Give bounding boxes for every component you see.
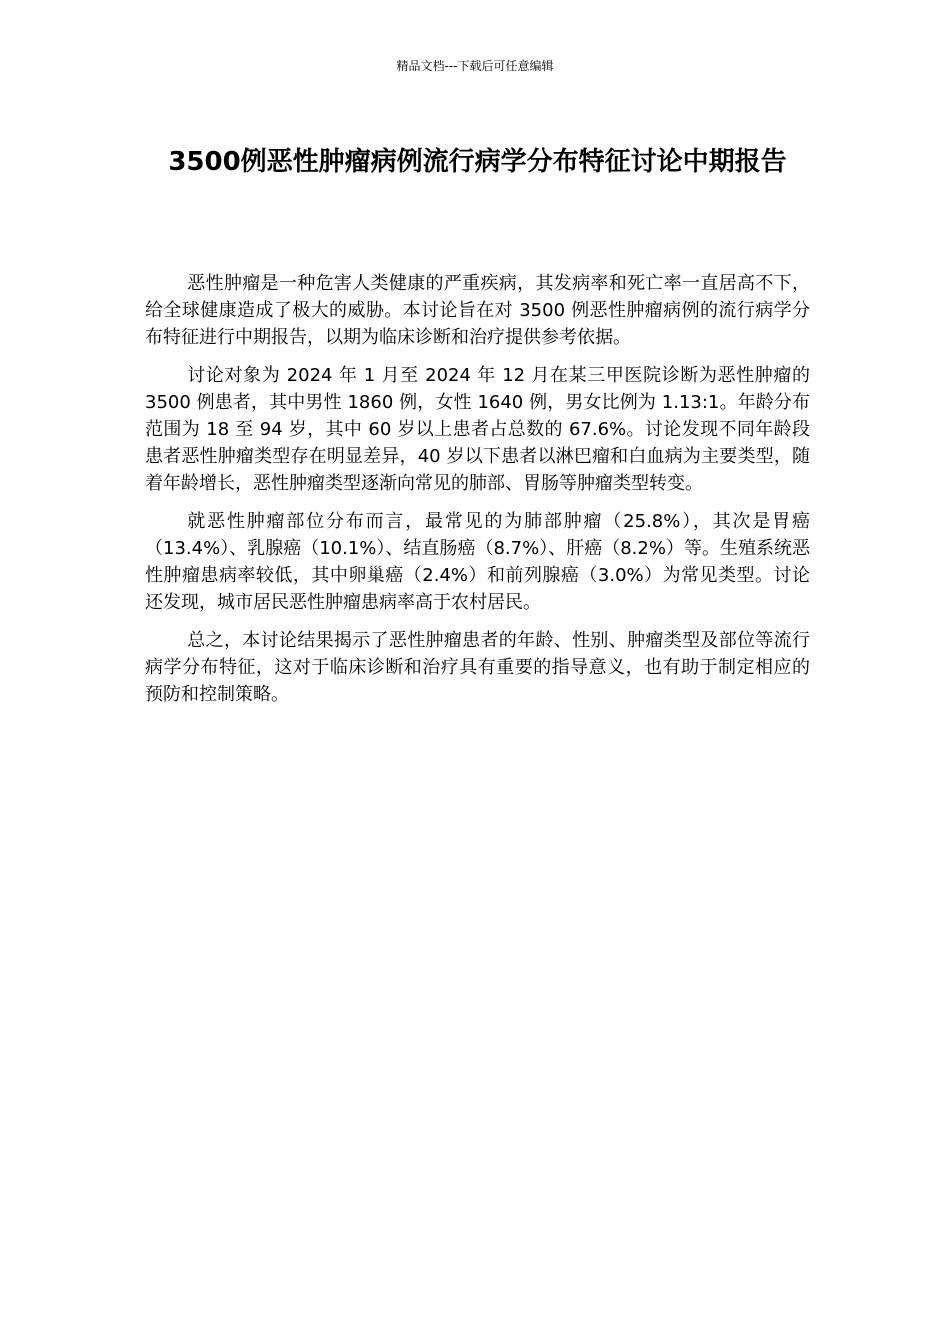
paragraph-sites: 就恶性肿瘤部位分布而言，最常见的为肺部肿瘤（25.8%），其次是胃癌（13.4%）、乳腺癌（10.1%）、结直肠癌（8.7%）、肝癌（8.2%）等。生殖系统恶性肿瘤患病率较低，其中卵巢癌（2.4%）和前列腺癌（3.0%）为常见类型。讨论还发现，城市居民恶性肿瘤患病率高于农村居民。 xyxy=(145,511,810,613)
paragraph-subjects: 讨论对象为 2024 年 1 月至 2024 年 12 月在某三甲医院诊断为恶性肿瘤的 3500 例患者，其中男性 1860 例，女性 1640 例，男女比例为 1.13:1。年龄分布范围为 18 至 94 岁，其中 60 岁以上患者占总数的 67.6%。讨论发现不同年龄段患者恶性肿瘤类型存在明显差异，40 岁以下患者以淋巴瘤和白血病为主要类型，随着年龄增长，恶性肿瘤类型逐渐向常见的肺部、胃肠等肿瘤类型转变。 xyxy=(145,365,810,494)
document-body xyxy=(145,270,810,719)
paragraph-intro: 恶性肿瘤是一种危害人类健康的严重疾病，其发病率和死亡率一直居高不下，给全球健康造成了极大的威胁。本讨论旨在对 3500 例恶性肿瘤病例的流行病学分布特征进行中期报告，以期为临床诊断和治疗提供参考依据。 xyxy=(145,273,810,348)
paragraph-conclusion: 总之，本讨论结果揭示了恶性肿瘤患者的年龄、性别、肿瘤类型及部位等流行病学分布特征，这对于临床诊断和治疗具有重要的指导意义，也有助于制定相应的预防和控制策略。 xyxy=(145,630,810,705)
page-header: 精品文档---下载后可任意编辑 xyxy=(396,59,554,73)
document-title: 3500例恶性肿瘤病例流行病学分布特征讨论中期报告 xyxy=(168,147,787,177)
